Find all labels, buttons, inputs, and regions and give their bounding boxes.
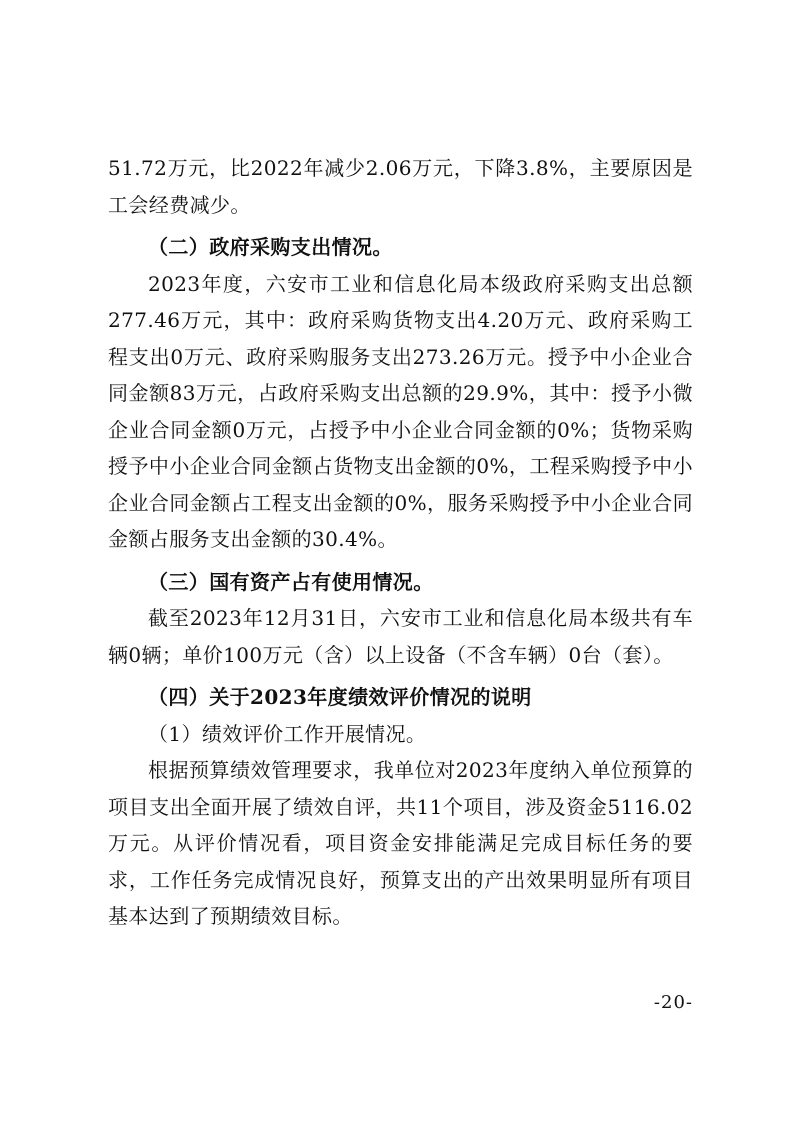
section-heading-state-assets: （三）国有资产占有使用情况。 xyxy=(148,569,434,594)
section-heading-procurement: （二）政府采购支出情况。 xyxy=(148,235,393,259)
document-body xyxy=(108,150,693,935)
procurement-paragraph: 2023年度，六安市工业和信息化局本级政府采购支出总额277.46万元，其中：政府采购货物支出4.20万元、政府采购工程支出0万元、政府采购服务支出273.26万元。授予中小企业合同金额83万元，占政府采购支出总额的29.9%，其中：授予小微企业合同金额0万元，占授予中小企业合同金额的0%；货物采购授予中小企业合同金额占货物支出金额的0%，工程采购授予中小企业合同金额占工程支出金额的0%，服务采购授予中小企业合同金额占服务支出金额的30.4%。 xyxy=(108,271,693,551)
state-assets-paragraph: 截至2023年12月31日，六安市工业和信息化局本级共有车辆0辆；单价100万元（含）以上设备（不含车辆）0台（套）。 xyxy=(108,606,693,667)
performance-paragraph: 根据预算绩效管理要求，我单位对2023年度纳入单位预算的项目支出全面开展了绩效自评，共11个项目，涉及资金5116.02万元。从评价情况看，项目资金安排能满足完成目标任务的要求，工作任务完成情况良好，预算支出的产出效果明显所有项目基本达到了预期绩效目标。 xyxy=(108,758,693,928)
page-number: -20- xyxy=(653,992,693,1013)
performance-subheading: （1）绩效评价工作开展情况。 xyxy=(148,721,427,746)
continuation-paragraph: 51.72万元，比2022年减少2.06万元，下降3.8%，主要原因是工会经费减少。 xyxy=(108,156,693,217)
section-heading-performance: （四）关于2023年度绩效评价情况的说明 xyxy=(148,685,532,709)
